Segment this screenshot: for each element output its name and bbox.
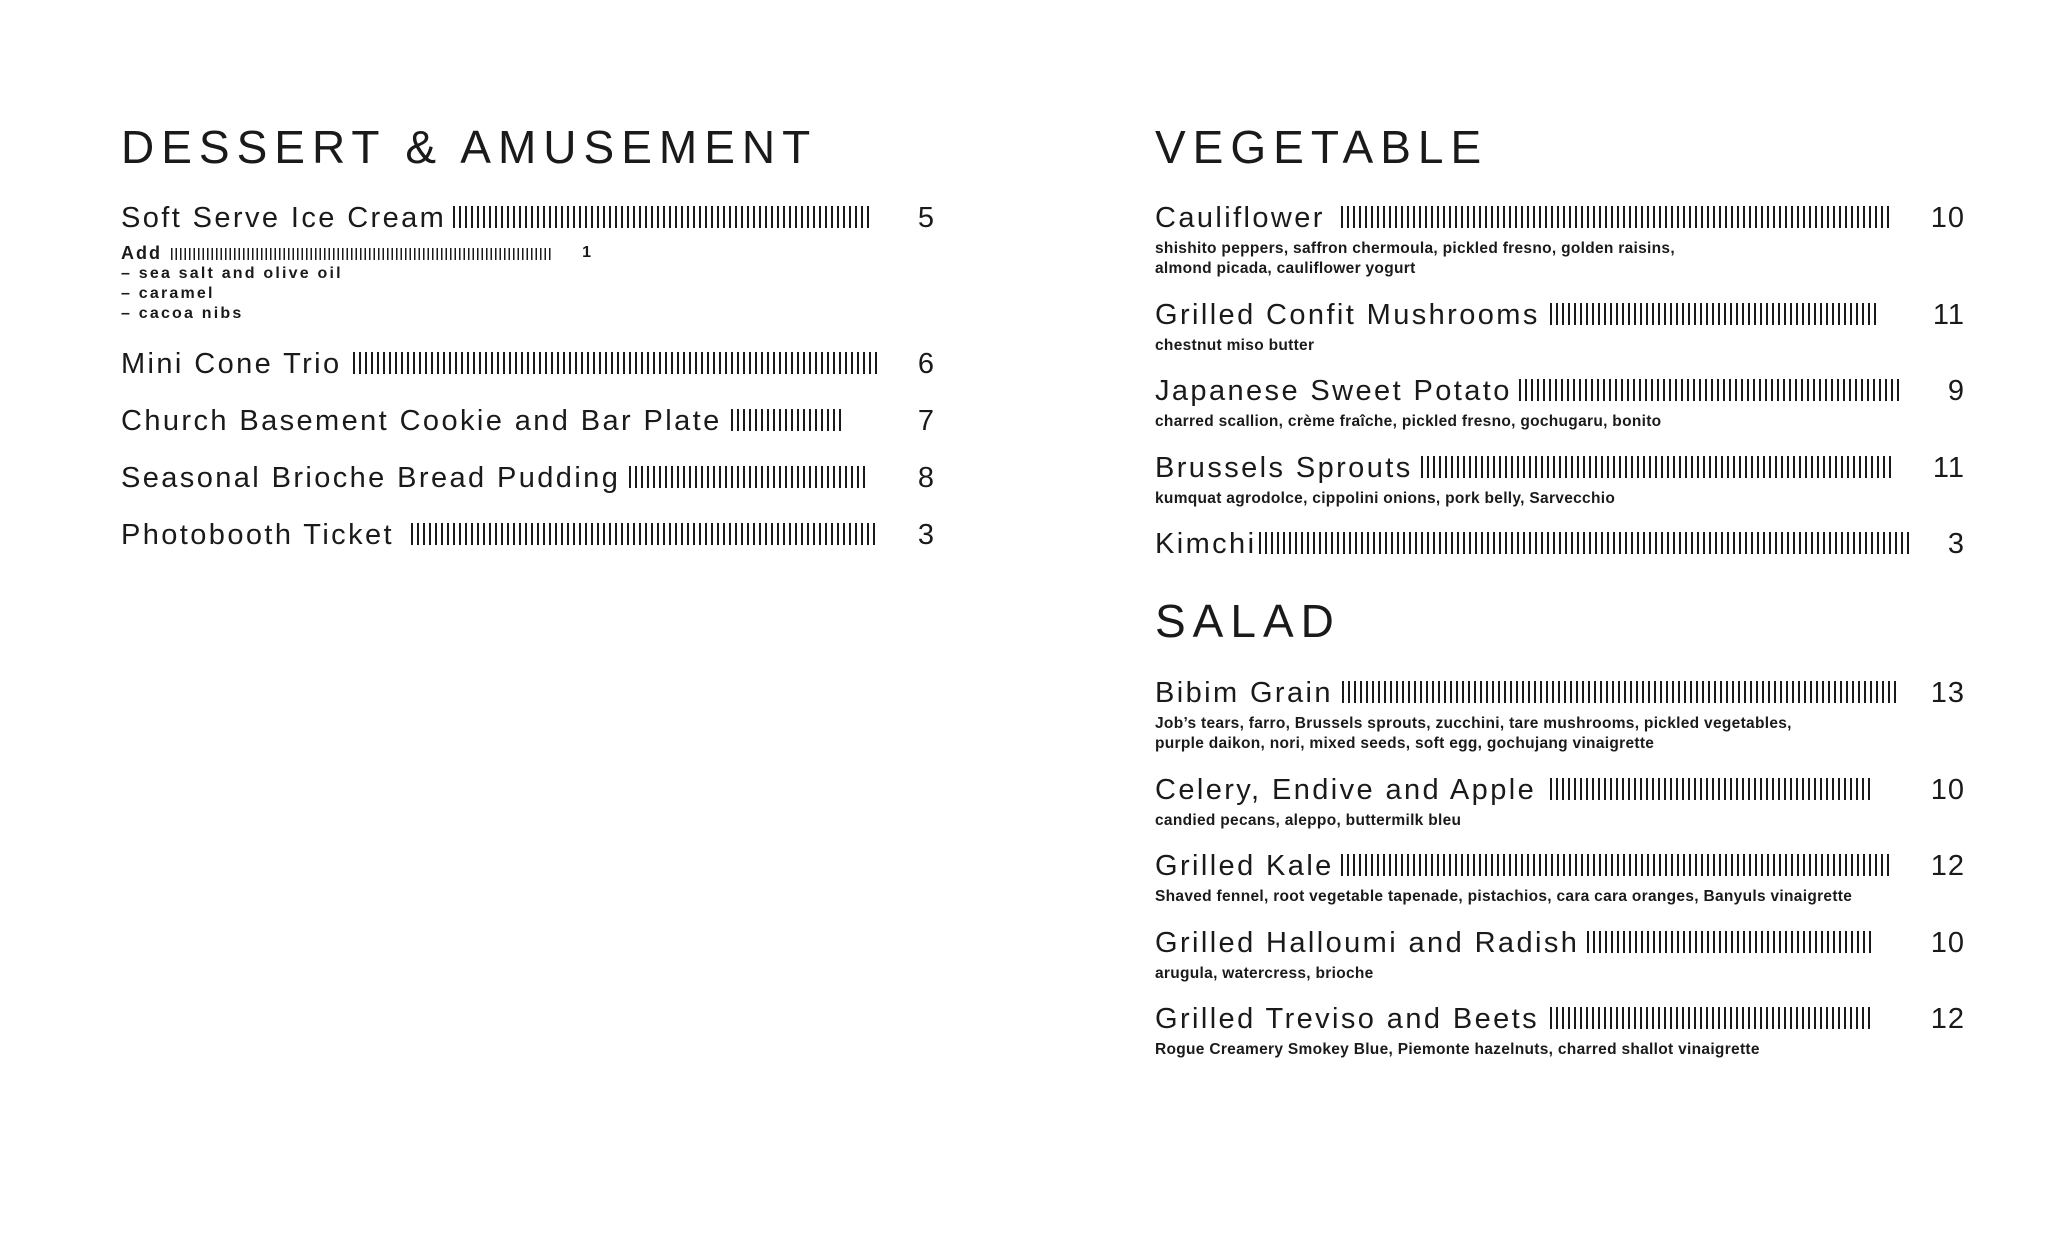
dot-leader <box>1550 303 1877 325</box>
item-description: arugula, watercress, brioche <box>1155 965 1374 982</box>
item-description: Job’s tears, farro, Brussels sprouts, zucchini, tare mushrooms, pickled vegetables, purple daikon, nori, mixed seeds, soft egg, gochujang vinaigrette <box>1155 715 1792 752</box>
dot-leader <box>411 523 877 545</box>
item-name: Cauliflower <box>1155 202 1325 234</box>
item-name: Brussels Sprouts <box>1155 452 1413 484</box>
addon-price: 1 <box>582 244 591 261</box>
dot-leader <box>1550 1007 1874 1029</box>
menu-item <box>121 515 933 555</box>
item-description: kumquat agrodolce, cippolini onions, pork belly, Sarvecchio <box>1155 490 1616 507</box>
addon-label: Add <box>121 243 162 263</box>
item-description: Rogue Creamery Smokey Blue, Piemonte hazelnuts, charred shallot vinaigrette <box>1155 1041 1760 1058</box>
item-price: 3 <box>1947 528 1965 560</box>
dot-leader <box>353 352 881 374</box>
item-name: Celery, Endive and Apple <box>1155 774 1537 806</box>
item-name: Photobooth Ticket <box>121 519 394 551</box>
addon-option: – cacoa nibs <box>121 305 244 322</box>
section-title-vegetable: VEGETABLE <box>1155 121 1489 173</box>
menu-item <box>1155 999 1965 1060</box>
item-name: Japanese Sweet Potato <box>1155 375 1512 407</box>
item-price: 10 <box>1930 927 1965 959</box>
item-price: 10 <box>1930 202 1965 234</box>
dot-leader <box>171 248 553 260</box>
item-price: 11 <box>1932 299 1965 331</box>
item-name: Bibim Grain <box>1155 677 1333 709</box>
menu-item <box>1155 846 1965 907</box>
dot-leader <box>1341 854 1893 876</box>
menu-item <box>121 458 933 498</box>
menu-item <box>1155 524 1965 564</box>
item-description: charred scallion, crème fraîche, pickled fresno, gochugaru, bonito <box>1155 413 1662 430</box>
dot-leader <box>1421 456 1893 478</box>
dot-leader <box>1259 532 1913 554</box>
item-price: 6 <box>917 348 935 380</box>
dot-leader <box>731 409 843 431</box>
item-price: 12 <box>1930 850 1965 882</box>
item-name: Seasonal Brioche Bread Pudding <box>121 462 621 494</box>
menu-item <box>1155 198 1965 279</box>
item-price: 7 <box>917 405 935 437</box>
item-name: Kimchi <box>1155 528 1257 560</box>
item-name: Mini Cone Trio <box>121 348 342 380</box>
item-name: Church Basement Cookie and Bar Plate <box>121 405 722 437</box>
dot-leader <box>1519 379 1899 401</box>
addon-block <box>121 242 591 324</box>
item-price: 13 <box>1930 677 1965 709</box>
item-description: Shaved fennel, root vegetable tapenade, pistachios, cara cara oranges, Banyuls vinaigrette <box>1155 888 1853 905</box>
item-price: 3 <box>917 519 935 551</box>
item-price: 11 <box>1932 452 1965 484</box>
item-price: 8 <box>917 462 935 494</box>
addon-option: – sea salt and olive oil <box>121 265 343 282</box>
menu-item <box>121 198 933 238</box>
menu-item <box>1155 673 1965 754</box>
menu-item <box>121 401 933 441</box>
dot-leader <box>1550 778 1872 800</box>
item-description: chestnut miso butter <box>1155 337 1315 354</box>
section-title-salad: SALAD <box>1155 595 1341 647</box>
item-name: Grilled Confit Mushrooms <box>1155 299 1540 331</box>
item-name: Grilled Treviso and Beets <box>1155 1003 1539 1035</box>
item-price: 10 <box>1930 774 1965 806</box>
menu-item <box>1155 371 1965 432</box>
menu-item <box>1155 770 1965 831</box>
addon-option: – caramel <box>121 285 215 302</box>
dot-leader <box>1587 931 1875 953</box>
item-name: Grilled Kale <box>1155 850 1334 882</box>
item-description: candied pecans, aleppo, buttermilk bleu <box>1155 812 1462 829</box>
item-price: 5 <box>917 202 935 234</box>
item-name: Grilled Halloumi and Radish <box>1155 927 1580 959</box>
section-title-dessert: DESSERT & AMUSEMENT <box>121 121 818 173</box>
menu-item <box>1155 295 1965 356</box>
item-price: 12 <box>1930 1003 1965 1035</box>
dot-leader <box>1342 681 1899 703</box>
menu-item <box>121 344 933 384</box>
menu-item <box>1155 923 1965 984</box>
dot-leader <box>453 206 871 228</box>
dot-leader <box>1341 206 1891 228</box>
dot-leader <box>629 466 867 488</box>
item-description: shishito peppers, saffron chermoula, pickled fresno, golden raisins, almond picada, cauliflower yogurt <box>1155 240 1675 277</box>
item-price: 9 <box>1947 375 1965 407</box>
menu-item <box>1155 448 1965 509</box>
item-name: Soft Serve Ice Cream <box>121 202 447 234</box>
